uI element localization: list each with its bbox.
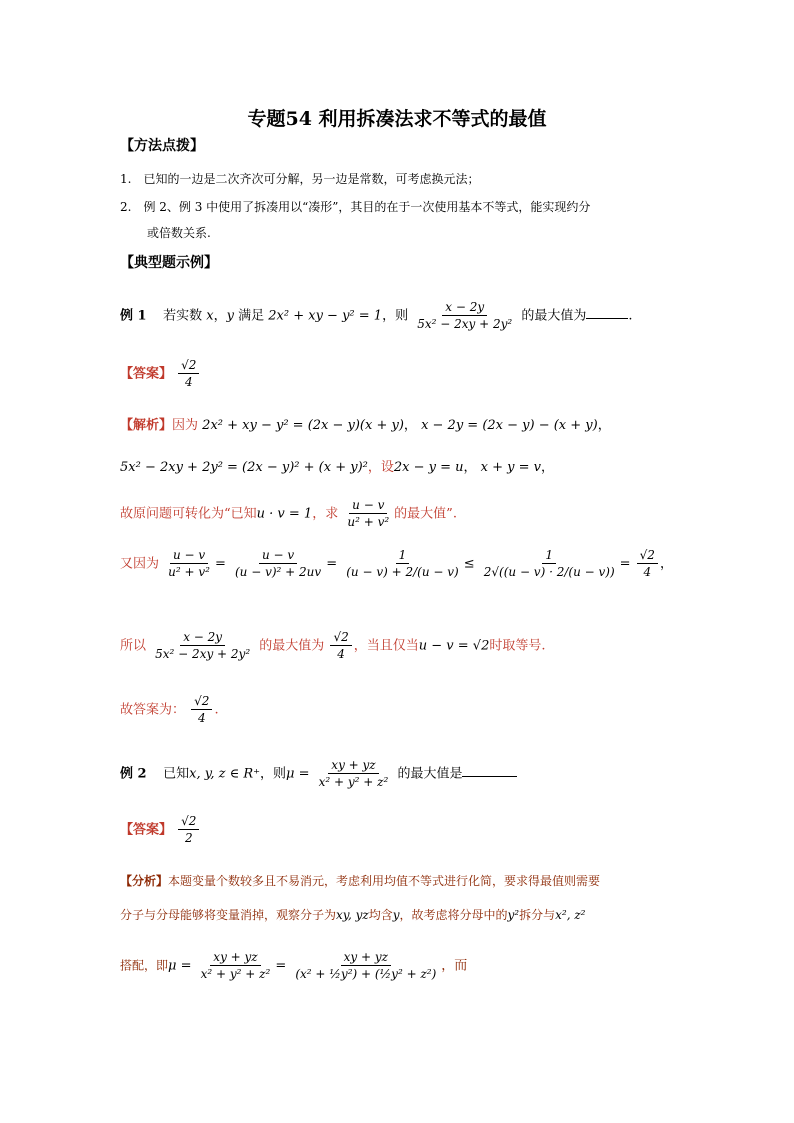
denominator: u² + v²	[168, 565, 210, 580]
method-item-1: 1. 已知的一边是二次齐次可分解，另一边是常数，可考虑换元法；	[120, 172, 480, 186]
numerator: √2	[191, 694, 212, 710]
denominator: u² + v²	[347, 515, 390, 530]
fraction	[165, 548, 213, 580]
text: ，则	[260, 766, 287, 782]
denominator: x² + y² + z²	[318, 775, 389, 790]
numerator: √2	[178, 358, 199, 374]
var-y: y	[226, 308, 234, 324]
example1-question: 例 1 若实数 x，y 满足 2x² + xy − y² = 1，则 $\frac{x - 2y}{\text{5x² − 2xy + 2y²}}$ 的最大值为 .	[120, 300, 633, 332]
example1-label: 例 1	[120, 308, 147, 324]
example2-analysis-line2	[120, 908, 585, 922]
mu-symbol: μ =	[168, 958, 192, 974]
text: 的最大值”.	[394, 506, 457, 522]
text: 若实数	[163, 308, 203, 324]
example1-analysis-line1: 【解析】因为 2x² + xy − y² = (2x − y)(x + y)， x − 2y = (2x − y) − (x + y)，	[120, 418, 611, 433]
numerator: x − 2y	[442, 300, 487, 316]
denominator: 5x² − 2xy + 2y²	[155, 647, 251, 662]
numerator: x − 2y	[180, 630, 225, 646]
denominator: 2√((u − v) · 2/(u − v))	[483, 565, 615, 580]
numerator: 1	[396, 548, 410, 564]
text: 又因为	[120, 556, 160, 572]
text: ，当且仅当	[353, 638, 419, 654]
text: 时取等号.	[489, 638, 546, 654]
text: 满足	[238, 308, 265, 324]
example2-question	[120, 758, 517, 790]
denominator: 4	[337, 647, 345, 662]
denominator: 2	[184, 831, 193, 846]
answer-tag: 【答案】	[120, 822, 173, 838]
text: 已知	[163, 766, 190, 782]
equation: 2x − y = u	[393, 460, 464, 475]
example1-answer	[120, 358, 201, 390]
analysis-tag: 【分析】	[120, 874, 169, 888]
answer-tag: 【答案】	[120, 366, 173, 382]
numerator: xy + yz	[341, 950, 391, 966]
equation: 2x² + xy − y² = (2x − y)(x + y)	[202, 418, 404, 433]
mu-symbol: μ =	[286, 766, 310, 782]
condition: 2x² + xy − y² = 1	[268, 308, 383, 324]
text: 拆分与	[519, 908, 556, 922]
answer-blank	[462, 764, 517, 777]
fraction	[481, 548, 618, 580]
text: 因为	[172, 418, 199, 433]
examples-heading: 【典型题示例】	[120, 255, 218, 271]
text: 所以	[120, 638, 147, 654]
text: 搭配，即	[120, 958, 169, 973]
math: x², z²	[555, 908, 586, 922]
text: 均含	[368, 908, 393, 922]
text: 的最大值为	[259, 638, 325, 654]
text: ，则	[382, 308, 409, 324]
text: ，设	[367, 460, 394, 475]
fraction	[191, 694, 212, 726]
text: ，而	[441, 958, 468, 974]
example1-analysis-line3	[120, 498, 457, 530]
method-item-2-cont: 或倍数关系.	[147, 226, 211, 240]
equation: x − 2y = (2x − y) − (x + y)	[421, 418, 598, 433]
text: 的最大值是	[397, 766, 463, 782]
math: xy, yz	[336, 908, 369, 922]
method-heading: 【方法点拨】	[120, 138, 204, 154]
equation: u · v = 1	[256, 506, 313, 522]
text: 本题变量个数较多且不易消元，考虑利用均值不等式进行化简，要求得最值则需要	[168, 874, 601, 888]
example2-label: 例 2	[120, 766, 147, 782]
numerator: u − v	[259, 548, 297, 564]
example1-analysis-line2: 5x² − 2xy + 2y² = (2x − y)² + (x + y)²，设2x − y = u， x + y = v，	[120, 460, 555, 475]
fraction	[152, 630, 253, 662]
fraction	[344, 498, 392, 530]
denominator: 4	[643, 565, 652, 580]
denominator: (u − v)² + 2uv	[235, 565, 322, 580]
denominator: 4	[197, 711, 206, 726]
example2-analysis-line1	[120, 874, 600, 888]
answer-fraction	[178, 358, 199, 390]
denominator: x² + y² + z²	[200, 967, 271, 982]
text: 分子与分母能够将变量消掉，观察分子为	[120, 908, 337, 922]
text: ，求	[312, 506, 339, 522]
page-title: 专题54 利用拆凑法求不等式的最值	[247, 108, 547, 130]
example1-analysis-line4: 又因为 $\frac{u - v}{\text{u² + v²}}$ = $\frac{u - v}{\text{(u − v)² + 2uv}}$ = $\frac{1}{(u - v) + 2/(u - v)}$ ≤ $\frac{1}{2√((u - v) \cdot 2/(u - v))}$ = $\frac{√2}{4}$ ，	[120, 548, 673, 580]
condition: x, y, z ∈ R⁺	[189, 766, 260, 782]
equation: 5x² − 2xy + 2y² = (2x − y)² + (x + y)²	[120, 460, 368, 475]
answer-blank	[586, 306, 628, 319]
fraction	[232, 548, 324, 580]
text: 故答案为：	[120, 702, 186, 718]
analysis-tag: 【解析】	[120, 418, 173, 433]
numerator: √2	[637, 548, 658, 564]
numerator: 1	[542, 548, 556, 564]
method-item-2: 2. 例 2、例 3 中使用了拆凑用以“凑形”，其目的在于一次使用基本不等式，能实现约分	[120, 200, 591, 214]
numerator: √2	[330, 630, 351, 646]
fraction	[292, 950, 439, 982]
example2-analysis-line3: 搭配，即μ = $\frac{xy + yz}{\text{x² + y² + z²}}$ = $\frac{xy + yz}{\text{(x² + ½y²) + (½y² + z²)}}$ ，而	[120, 950, 468, 982]
denominator: 4	[184, 375, 193, 390]
math: y²	[507, 908, 520, 922]
numerator: u − v	[349, 498, 387, 514]
text: 故原问题可转化为“已知	[120, 506, 257, 522]
numerator: √2	[178, 814, 199, 830]
var-x: x	[206, 308, 214, 324]
text: 的最大值为	[521, 308, 587, 324]
denominator: 5x² − 2xy + 2y²	[417, 317, 513, 332]
numerator: u − v	[170, 548, 208, 564]
fraction	[343, 548, 461, 580]
numerator: xy + yz	[210, 950, 260, 966]
fraction	[637, 548, 658, 580]
fraction	[330, 630, 351, 662]
fraction	[316, 758, 392, 790]
denominator: (u − v) + 2/(u − v)	[346, 565, 459, 580]
denominator: (x² + ½y²) + (½y² + z²)	[295, 967, 437, 982]
equation: x + y = v	[480, 460, 542, 475]
fraction	[198, 950, 274, 982]
example1-analysis-line5	[120, 630, 545, 662]
equation: u − v = √2	[418, 638, 490, 654]
fraction	[414, 300, 515, 332]
example1-analysis-line6: 故答案为： $\frac{√2}{4}$ .	[120, 694, 219, 726]
example2-answer	[120, 814, 201, 846]
answer-fraction	[178, 814, 199, 846]
numerator: xy + yz	[328, 758, 378, 774]
text: ，故考虑将分母中的	[399, 908, 508, 922]
math: y	[392, 908, 400, 922]
